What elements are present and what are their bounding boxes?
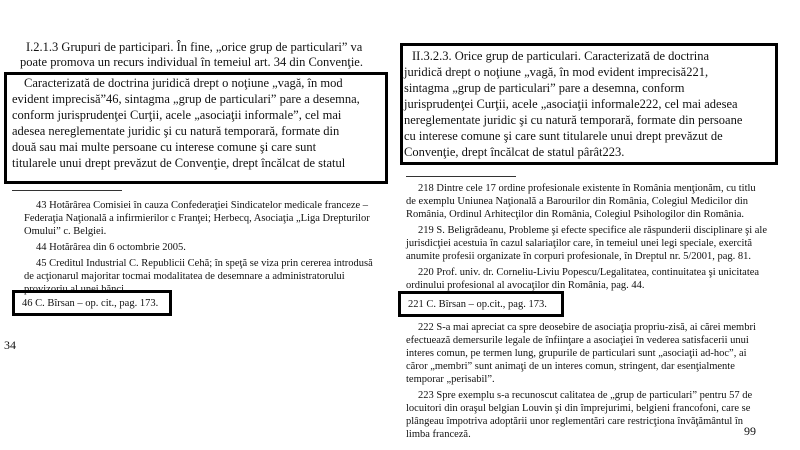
quote-line: juridică drept o noţiune „vagă, în mod evident imprecisă221, [404,65,709,79]
footnote-separator [406,176,516,177]
quote-line: cu interese comune şi care sunt titularele unui drept prevăzut de [404,129,723,143]
cited-footnote: 221 C. Bîrsan – op.cit., pag. 173. [408,299,547,310]
footnote-line: temporar „perisabil”. [406,374,495,385]
footnote-line: 223 Spre exemplu s-a recunoscut calitatea de „grup de particulari” pentru 57 de [418,390,753,401]
footnote-line: efectuează demersurile legale de înfiinţare a asociaţiei în vederea satisfacerii unui [406,335,749,346]
section-heading-line: I.2.1.3 Grupuri de participari. În fine, „orice grup de particulari” va [26,40,363,54]
footnote-line: 43 Hotărârea Comisiei în cauza Confederaţiei Sindicatelor medicale franceze – [36,200,369,211]
footnote-line: jurisdicţiei acestuia în cazul salariaţilor care, în temeiul unei legi speciale, exercită [406,238,753,249]
footnote-line: 219 S. Beligrădeanu, Probleme şi efecte specifice ale răspunderii disciplinare şi ale [418,225,767,236]
highlight-box-quote [400,43,778,165]
quote-line: adesea nereglementate juridic şi cu natură temporară, formate din [12,124,340,138]
footnote-line: interes comun, pe termen lung, grupurile de particulari sunt „asociaţii ad-hoc”, ai [406,348,747,359]
quote-line: evident imprecisă”46, sintagma „grup de particulari” pare a desemna, [12,92,360,106]
highlight-box-citation [398,291,564,317]
footnote-line: căror „membri” sunt animaţi de un interes comun, stringent, dar esenţialmente [406,361,735,372]
quote-line: Convenţie, drept încălcat de statul pârât223. [404,145,625,159]
quote-line: titularele unui drept prevăzut de Convenţie, drept încălcat de statul [12,156,346,170]
footnote-line: Federaţia Naţională a infirmierilor c Franţei; Herbecq, Asociaţia „Liga Drepturilor [24,213,370,224]
footnote-line: plângeau împotriva adoptării unor reglementări care restricţiona învăţământul în [406,416,744,427]
quote-line: două sau mai multe persoane cu interese comune şi care sunt [12,140,317,154]
quote-line: Caracterizată de doctrina juridică drept o noţiune „vagă, în mod [24,76,343,90]
footnote-line: 218 Dintre cele 17 ordine profesionale existente în România menţionăm, cu titlu [418,183,756,194]
footnote-line: de exemplu Uniunea Naţională a Barourilor din România, Colegiul Medicilor din [406,196,749,207]
right-page [398,0,800,450]
footnote-line: 220 Prof. univ. dr. Corneliu-Liviu Popescu/Legalitatea, continuitatea şi unicitatea [418,267,760,278]
quote-line: sintagma „grup de particulari” pare a desemna, conform [404,81,685,95]
quote-line: II.3.2.3. Orice grup de particulari. Caracterizată de doctrina [412,49,710,63]
footnote-line: 44 Hotărârea din 6 octombrie 2005. [36,242,186,253]
footnote-line: locuitori din oraşul belgian Louvin şi din împrejurimi, belgieni francofoni, care se [406,403,751,414]
cited-footnote: 46 C. Bîrsan – op. cit., pag. 173. [22,298,159,309]
highlight-box-quote [4,72,388,184]
footnote-line: ordinului profesional al avocaţilor din România, pag. 44. [406,280,645,291]
footnote-separator [12,190,122,191]
page-number: 34 [4,338,16,352]
quote-line: conform jurisprudenţei Curţii, acele „asociaţii informale”, cel mai [12,108,342,122]
quote-line: nereglementate juridic şi cu natură temporară, formate din persoane [404,113,743,127]
quote-line: jurisprudenţei Curţii, acele „asociaţii informale222, cel mai adesea [404,97,738,111]
footnote-line: provizoriu al unei bănci. [24,284,127,295]
left-page [0,0,392,450]
footnote-line: România, Ordinul Arhitecţilor din România, Colegiul Psihologilor din România. [406,209,745,220]
footnote-line: 45 Creditul Industrial C. Republicii Cehă; în speţă se viza prin cererea introdusă [36,258,373,269]
footnote-line: Omului” c. Belgiei. [24,226,107,237]
footnote-line: 222 S-a mai apreciat ca spre deosebire de asociaţia propriu-zisă, ai cărei membri [418,322,756,333]
footnote-line: limba franceză. [406,429,471,440]
footnote-line: de acţionarul majoritar tocmai modalitatea de desemnare a administratorului [24,271,345,282]
footnote-line: anumite profesii organizate în corpuri profesionale, în Dreptul nr. 5/2001, pag. 81. [406,251,752,262]
section-heading-line: poate promova un recurs individual în temeiul art. 34 din Convenţie. [20,55,363,69]
highlight-box-citation [12,290,172,316]
page-number: 99 [744,424,756,438]
